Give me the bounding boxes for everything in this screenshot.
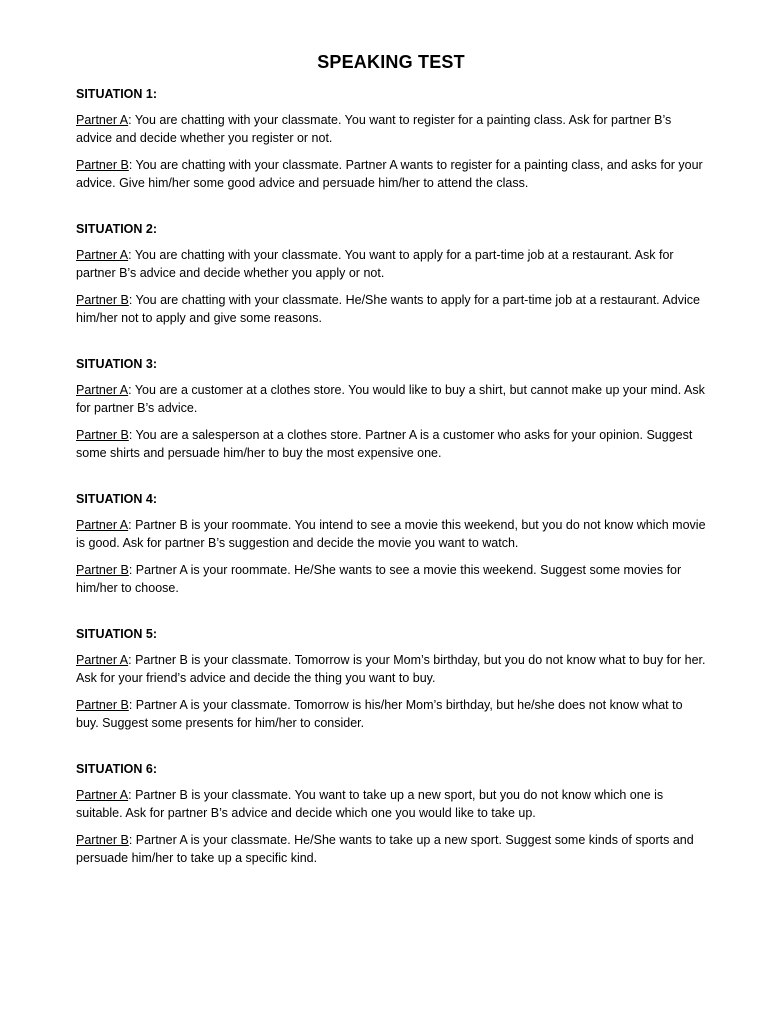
- partner-a-text: : Partner B is your roommate. You intend to see a movie this weekend, but you do not know which movie is good. Ask for partner B’s suggestion and decide the movie you want to watch.: [76, 518, 706, 550]
- partner-a-paragraph: [76, 786, 706, 822]
- partner-a-paragraph: [76, 381, 706, 417]
- partner-b-text: : Partner A is your roommate. He/She wants to see a movie this weekend. Suggest some movies for him/her to choose.: [76, 563, 682, 595]
- situation-heading: SITUATION 1:: [76, 87, 158, 101]
- partner-b-text: : Partner A is your classmate. He/She wants to take up a new sport. Suggest some kinds of sports and persuade him/her to take up a specific kind.: [76, 833, 694, 865]
- situation-6: [76, 762, 706, 867]
- situation-4: [76, 492, 706, 597]
- partner-b-text: : You are chatting with your classmate. He/She wants to apply for a part-time job at a restaurant. Advice him/her not to apply and give some reasons.: [76, 293, 700, 325]
- partner-b-label: Partner B: [76, 428, 129, 442]
- partner-b-paragraph: [76, 696, 706, 732]
- partner-b-paragraph: [76, 561, 706, 597]
- partner-b-label: Partner B: [76, 698, 129, 712]
- partner-a-label: Partner A: [76, 383, 129, 397]
- situation-2: [76, 222, 706, 327]
- partner-a-label: Partner A: [76, 653, 129, 667]
- partner-b-text: : You are a salesperson at a clothes store. Partner A is a customer who asks for your opinion. Suggest some shirts and persuade him/her to buy the most expensive one.: [76, 428, 693, 460]
- partner-a-label: Partner A: [76, 248, 129, 262]
- situation-3: [76, 357, 706, 462]
- document-title: SPEAKING TEST: [317, 52, 465, 72]
- partner-a-label: Partner A: [76, 518, 129, 532]
- partner-a-label: Partner A: [76, 113, 129, 127]
- situation-heading: SITUATION 4:: [76, 492, 158, 506]
- partner-b-label: Partner B: [76, 563, 129, 577]
- partner-a-text: : You are chatting with your classmate. You want to apply for a part-time job at a restaurant. Ask for partner B’s advice and decide whether you apply or not.: [76, 248, 674, 280]
- situation-heading: SITUATION 5:: [76, 627, 158, 641]
- situation-heading: SITUATION 3:: [76, 357, 158, 371]
- partner-b-label: Partner B: [76, 158, 129, 172]
- situation-5: [76, 627, 706, 732]
- partner-a-label: Partner A: [76, 788, 129, 802]
- partner-b-label: Partner B: [76, 833, 129, 847]
- partner-b-paragraph: [76, 426, 706, 462]
- partner-b-label: Partner B: [76, 293, 129, 307]
- situation-1: [76, 87, 706, 192]
- partner-a-paragraph: [76, 246, 706, 282]
- situation-heading: SITUATION 6:: [76, 762, 158, 776]
- partner-a-paragraph: [76, 651, 706, 687]
- partner-b-paragraph: [76, 831, 706, 867]
- partner-b-text: : Partner A is your classmate. Tomorrow is his/her Mom’s birthday, but he/she does not know what to buy. Suggest some presents for him/her to consider.: [76, 698, 683, 730]
- partner-a-text: : Partner B is your classmate. Tomorrow is your Mom’s birthday, but you do not know what to buy for her. Ask for your friend’s advice and decide the thing you want to buy.: [76, 653, 706, 685]
- partner-a-text: : You are chatting with your classmate. You want to register for a painting class. Ask for partner B’s advice and decide whether you register or not.: [76, 113, 672, 145]
- partner-b-paragraph: [76, 156, 706, 192]
- partner-b-text: : You are chatting with your classmate. Partner A wants to register for a painting class, and asks for your advice. Give him/her some good advice and persuade him/her to attend the class.: [76, 158, 703, 190]
- partner-a-text: : Partner B is your classmate. You want to take up a new sport, but you do not know which one is suitable. Ask for partner B’s advice and decide which one you would like to take up.: [76, 788, 664, 820]
- situation-heading: SITUATION 2:: [76, 222, 158, 236]
- partner-b-paragraph: [76, 291, 706, 327]
- partner-a-text: : You are a customer at a clothes store. You would like to buy a shirt, but cannot make up your mind. Ask for partner B’s advice.: [76, 383, 705, 415]
- partner-a-paragraph: [76, 516, 706, 552]
- partner-a-paragraph: [76, 111, 706, 147]
